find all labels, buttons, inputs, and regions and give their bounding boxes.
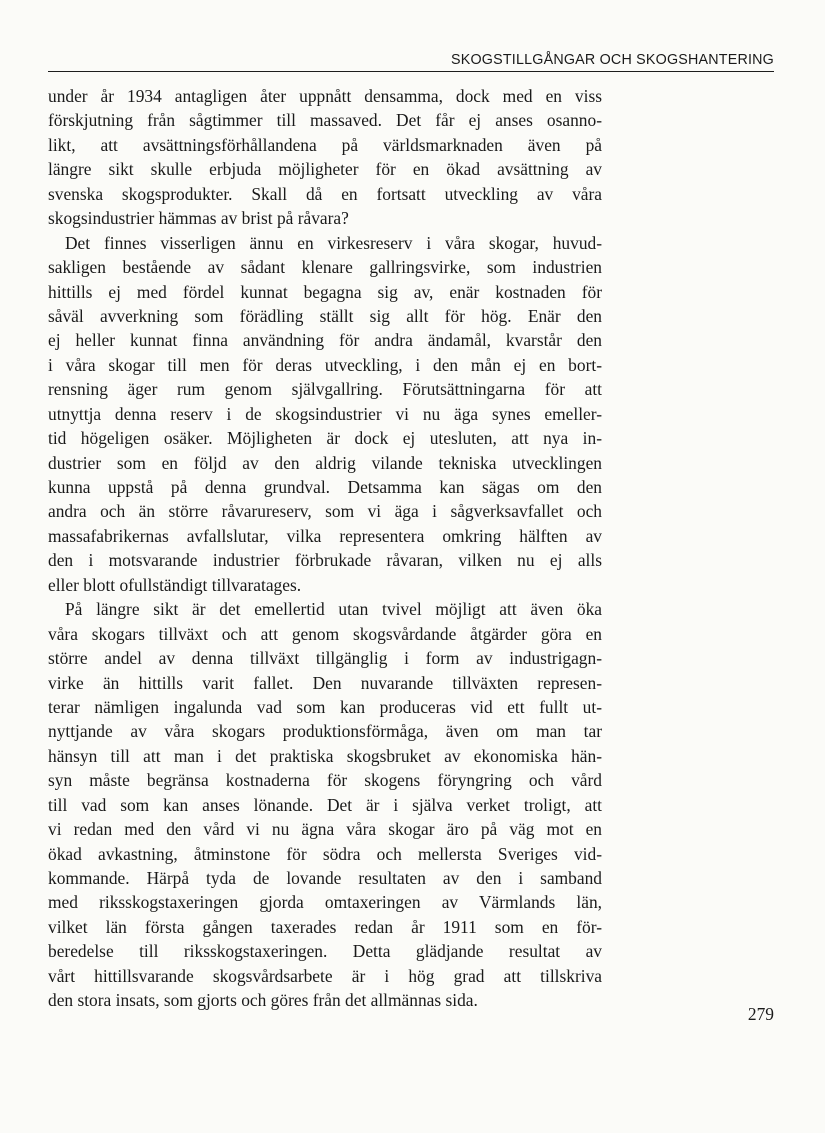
text-line: På längre sikt är det emellertid utan tvivel möjligt att även öka (65, 599, 602, 620)
running-head: SKOGSTILLGÅNGAR OCH SKOGSHANTERING (451, 52, 774, 68)
text-line: såväl avverkning som förädling ställt sig allt för hög. Enär den (48, 305, 602, 326)
text-line: massafabrikernas avfallslutar, vilka representera omkring hälften av (48, 525, 602, 546)
text-line: dustrier som en följd av den aldrig vilande tekniska utvecklingen (48, 452, 602, 473)
text-line: svenska skogsprodukter. Skall då en fortsatt utveckling av våra (48, 183, 602, 204)
text-line: virke än hittills varit fallet. Den nuvarande tillväxten represen- (48, 672, 602, 693)
text-line: hänsyn till att man i det praktiska skogsbruket av ekonomiska hän- (48, 745, 602, 766)
text-line: med riksskogstaxeringen gjorda omtaxeringen av Värmlands län, (48, 892, 602, 913)
text-line: eller blott ofullständigt tillvaratages. (48, 574, 302, 595)
text-line: större andel av denna tillväxt tillgänglig i form av industrigagn- (48, 648, 602, 669)
text-line: vi redan med den vård vi nu ägna våra skogar äro på väg mot en (48, 819, 602, 840)
paragraph (48, 84, 602, 231)
text-line: utnyttja denna reserv i de skogsindustrier vi nu äga synes emeller- (48, 403, 602, 424)
text-line: terar nämligen ingalunda vad som kan produceras vid ett fullt ut- (48, 696, 602, 717)
page-header (48, 52, 774, 72)
text-line: ej heller kunnat finna användning för andra ändamål, kvarstår den (48, 330, 602, 351)
text-line: skogsindustrier hämmas av brist på råvara? (48, 208, 349, 229)
text-line: under år 1934 antagligen åter uppnått densamma, dock med en viss (48, 86, 602, 106)
text-line: nyttjande av våra skogars produktionsförmåga, även om man tar (48, 721, 602, 742)
text-line: tid högeligen osäker. Möjligheten är dock ej utesluten, att nya in- (48, 428, 602, 449)
text-line: längre sikt skulle erbjuda möjligheter för en ökad avsättning av (48, 159, 602, 180)
text-line: sakligen bestående av sådant klenare gallringsvirke, som industrien (48, 257, 602, 278)
text-line: kommande. Härpå tyda de lovande resultaten av den i samband (48, 868, 602, 888)
text-line: syn måste begränsa kostnaderna för skogens föryngring och vård (48, 770, 602, 791)
text-line: andra och än större råvarureserv, som vi äga i sågverksavfallet och (48, 501, 602, 522)
text-line: vilket län första gången taxerades redan år 1911 som en för- (48, 916, 602, 937)
text-line: vårt hittillsvarande skogsvårdsarbete är i hög grad att tillskriva (48, 965, 602, 986)
text-line: hittills ej med fördel kunnat begagna sig av, enär kostnaden för (48, 281, 602, 302)
text-line: våra skogars tillväxt och att genom skogsvårdande åtgärder göra en (48, 623, 602, 644)
paragraph (48, 597, 602, 1012)
text-line: rensning äger rum genom självgallring. Förutsättningarna för att (48, 379, 602, 400)
text-line: likt, att avsättningsförhållandena på världsmarknaden även på (48, 134, 602, 155)
text-line: Det finnes visserligen ännu en virkesreserv i våra skogar, huvud- (65, 232, 602, 253)
text-line: kunna uppstå på denna grundval. Detsamma kan sägas om den (48, 477, 602, 497)
text-line: den stora insats, som gjorts och göres från det allmännas sida. (48, 990, 478, 1011)
page-number: 279 (747, 1004, 774, 1024)
text-line: i våra skogar till men för deras utveckling, i den mån ej en bort- (48, 354, 602, 375)
text-line: beredelse till riksskogstaxeringen. Detta glädjande resultat av (48, 941, 602, 962)
text-line: förskjutning från sågtimmer till massaved. Det får ej anses osanno- (48, 110, 602, 131)
text-line: den i motsvarande industrier förbrukade råvaran, vilken nu ej alls (48, 550, 602, 571)
text-line: till vad som kan anses lönande. Det är i själva verket troligt, att (48, 794, 602, 815)
text-line: ökad avkastning, åtminstone för södra och mellersta Sveriges vid- (48, 843, 602, 864)
body-text (48, 84, 602, 1013)
paragraph (48, 231, 602, 598)
